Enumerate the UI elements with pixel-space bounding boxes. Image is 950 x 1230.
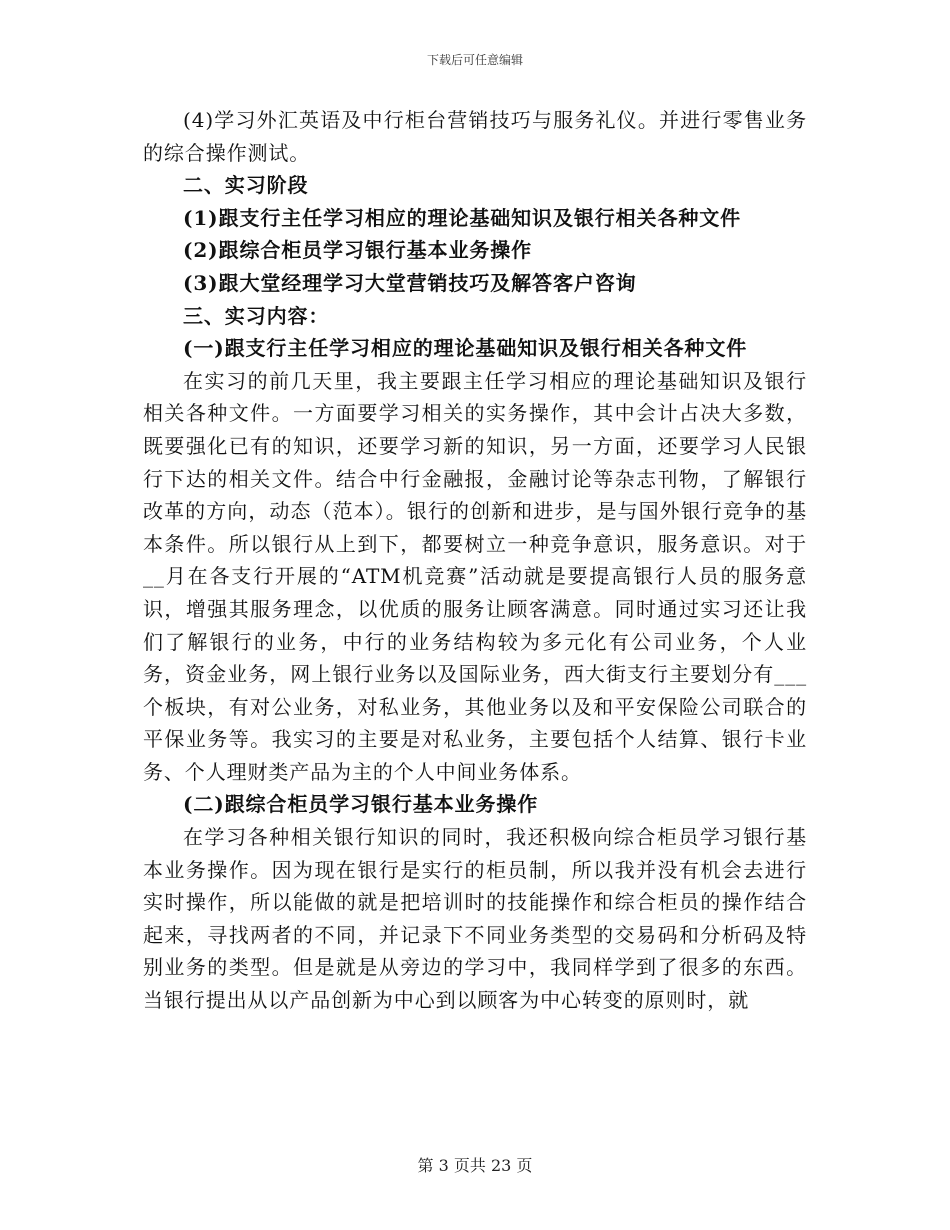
page-footer: 第 3 页共 23 页 bbox=[417, 1156, 533, 1175]
subsection-heading-2: (二)跟综合柜员学习银行基本业务操作 bbox=[183, 792, 539, 817]
paragraph-item-4: (4)学习外汇英语及中行柜台营销技巧与服务礼仪。并进行零售业务的综合操作测试。 bbox=[143, 108, 807, 165]
section-heading-content: 三、实习内容： bbox=[183, 303, 330, 328]
page-header: 下载后可任意编辑 bbox=[426, 53, 523, 67]
stage-item-3: (3)跟大堂经理学习大堂营销技巧及解答客户咨询 bbox=[183, 270, 637, 295]
subsection-heading-1: (一)跟支行主任学习相应的理论基础知识及银行相关各种文件 bbox=[183, 336, 748, 361]
document-body bbox=[143, 104, 807, 1017]
stage-item-1: (1)跟支行主任学习相应的理论基础知识及银行相关各种文件 bbox=[183, 205, 742, 230]
body-paragraph-2: 在学习各种相关银行知识的同时，我还积极向综合柜员学习银行基本业务操作。因为现在银行是实行的柜员制，所以我并没有机会去进行实时操作，所以能做的就是把培训时的技能操作和综合柜员的操作结合起来，寻找两者的不同，并记录下不同业务类型的交易码和分析码及特别业务的类型。但是就是从旁边的学习中，我同样学到了很多的东西。当银行提出从以产品创新为中心到以顾客为中心转变的原则时，就 bbox=[143, 825, 807, 1013]
body-paragraph-1: 在实习的前几天里，我主要跟主任学习相应的理论基础知识及银行相关各种文件。一方面要学习相关的实务操作，其中会计占决大多数，既要强化已有的知识，还要学习新的知识，另一方面，还要学习人民银行下达的相关文件。结合中行金融报，金融讨论等杂志刊物，了解银行改革的方向，动态（范本）。银行的创新和进步，是与国外银行竞争的基本条件。所以银行从上到下，都要树立一种竞争意识，服务意识。对于__月在各支行开展的“ATM机竞赛”活动就是要提高银行人员的服务意识，增强其服务理念，以优质的服务让顾客满意。同时通过实习还让我们了解银行的业务，中行的业务结构较为多元化有公司业务，个人业务，资金业务，网上银行业务以及国际业务，西大街支行主要划分有___个板块，有对公业务，对私业务，其他业务以及和平安保险公司联合的平保业务等。我实习的主要是对私业务，主要包括个人结算、银行卡业务、个人理财类产品为主的个人中间业务体系。 bbox=[143, 368, 807, 784]
section-heading-stages: 二、实习阶段 bbox=[183, 173, 309, 198]
stage-item-2: (2)跟综合柜员学习银行基本业务操作 bbox=[183, 238, 533, 263]
